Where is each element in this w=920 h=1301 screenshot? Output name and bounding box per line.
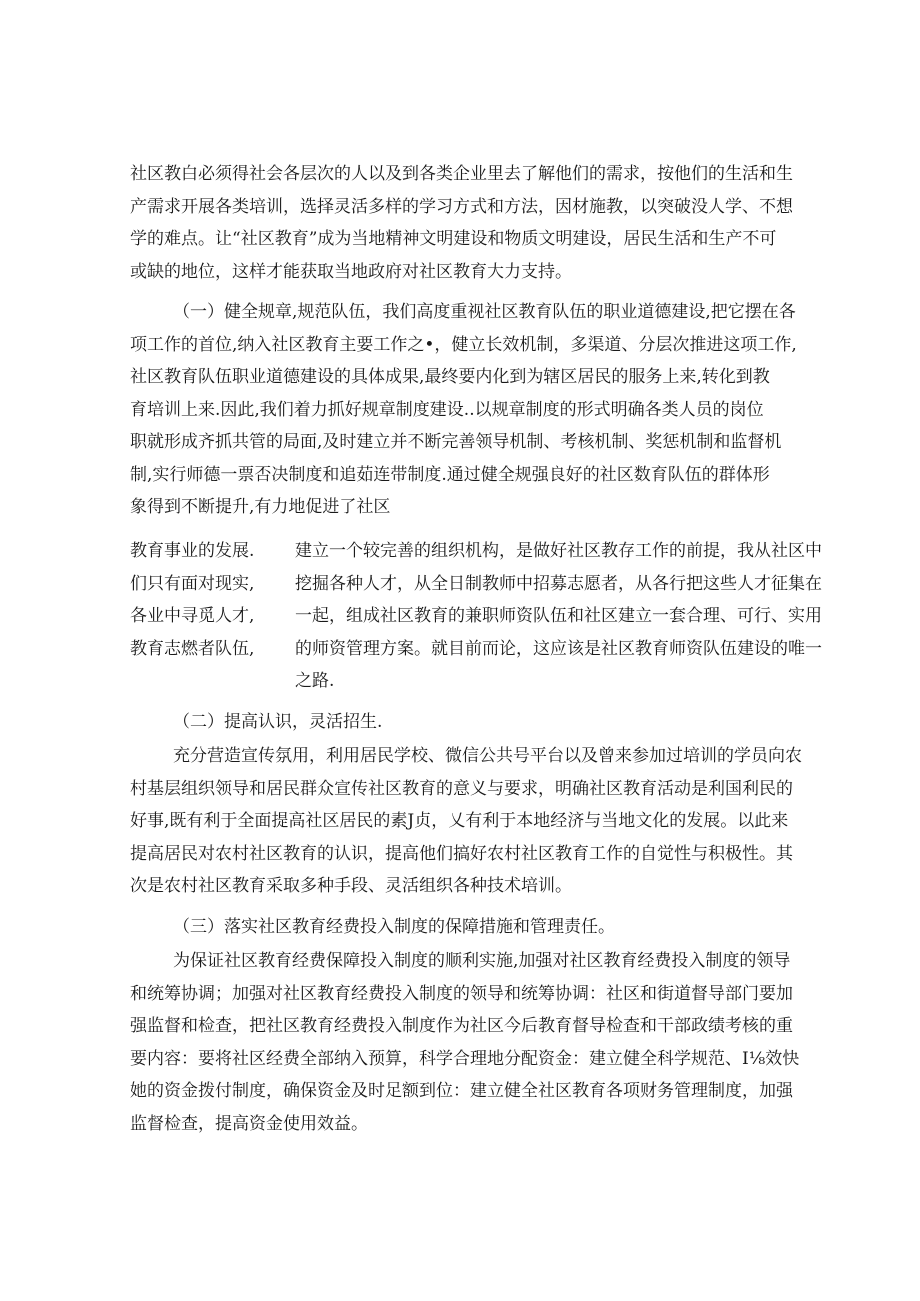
text-line: 监督检查，提高资金使用效益。 bbox=[130, 1113, 368, 1134]
text-line: 项工作的首位,纳入社区教育主要工作之•，健立长效机制，多渠道、分层次推进这项工作, bbox=[130, 334, 797, 355]
text-line: 社区教白必须得社会各层次的人以及到各类企业里去了解他们的需求，按他们的生活和生 bbox=[130, 164, 793, 184]
text-line: 社区教育队伍职业道德建设的具体成果,最终要内化到为辖区居民的服务上来,转化到教 bbox=[130, 367, 770, 387]
text-line: 们只有面对现实, bbox=[130, 573, 255, 594]
text-line: 或缺的地位，这样才能获取当地政府对社区教育大力支持。 bbox=[130, 261, 572, 282]
text-line: 之路. bbox=[295, 671, 335, 691]
section-heading-3: （三）落实社区教育经费投入制度的保障措施和管理责任。 bbox=[173, 917, 615, 937]
text-line: 象得到不断提升,有力地促进了社区 bbox=[130, 497, 391, 517]
text-line: 次是农村社区教育采取多种手段、灵活组织各种技术培训。 bbox=[130, 876, 572, 896]
text-line: 她的资金拨付制度，确保资金及时足额到位：建立健全社区教育各项财务管理制度，加强 bbox=[130, 1081, 793, 1101]
text-line: 职就形成齐抓共管的局面,及时建立并不断完善领导机制、考核机制、奖惩机制和监督机 bbox=[130, 432, 782, 452]
text-line: 建立一个较完善的组织机构，是做好社区教存工作的前提，我从社区中 bbox=[295, 541, 822, 561]
text-line: 充分营造宣传氛用，利用居民学校、微信公共号平台以及曾来参加过培训的学员向农 bbox=[173, 746, 802, 766]
text-line: 育培训上来.因此,我们着力抓好规章制度建设..以规章制度的形式明确各类人员的岗位 bbox=[130, 399, 764, 420]
text-line: 和统筹协调；加强对社区教育经费投入制度的领导和统筹协调：社区和街道督导部门要加 bbox=[130, 983, 793, 1004]
text-line: 各业中寻觅人才, bbox=[130, 606, 255, 626]
text-line: 学的难点。让“社区教育”成为当地精神文明建设和物质文明建设，居民生活和生产不可 bbox=[130, 229, 777, 249]
paragraph-4 bbox=[130, 945, 799, 1140]
text-line: 的师资管理方案。就目前而论，这应该是社区教育师资队伍建设的唯一 bbox=[295, 638, 822, 659]
text-line: 制,实行师德一票否决制度和追茹连带制度.通过健全规强良好的社区数育队伍的群体形 bbox=[130, 464, 770, 485]
text-line: 要内容：要将社区经费全部纳入预算，科学合理地分配资金：建立健全科学规范、I⅛效快 bbox=[130, 1048, 800, 1069]
text-line: 挖掘各种人才，从全日制教师中招募志愿者，从各行把这些人才征集在 bbox=[295, 573, 822, 594]
text-line: 强监督和检查，把社区教育经费投入制度作为社区今后教育督导检查和干部政绩考核的重 bbox=[130, 1016, 793, 1036]
text-line: 村基层组织领导和居民群众宣传社区教育的意义与要求，明确社区教育活动是利国利民的 bbox=[130, 778, 793, 799]
paragraph-2 bbox=[130, 296, 797, 524]
text-line: 提高居民对农村社区教育的认识，提高他们搞好农村社区教育工作的自觉性与积极性。其 bbox=[130, 843, 793, 864]
section-heading-2: （二）提高认识，灵活招生. bbox=[173, 712, 383, 732]
left-column bbox=[130, 535, 254, 665]
paragraph-3 bbox=[130, 740, 802, 903]
right-column bbox=[295, 535, 822, 698]
text-line: 产需求开展各类培训，选择灵活多样的学习方式和方法，因材施教，以突破没人学、不想 bbox=[130, 196, 793, 217]
text-line: 教育志燃者队伍, bbox=[130, 638, 255, 659]
text-line: 一起，组成社区教育的兼职师资队伍和社区建立一套合理、可行、实用 bbox=[295, 606, 822, 626]
paragraph-1 bbox=[130, 158, 793, 288]
text-line: （一）健全规章,规范队伍，我们高度重视社区教育队伍的职业道德建设,把它摆在各 bbox=[173, 302, 796, 322]
text-line: 为保证社区教育经费保障投入制度的顺利实施,加强对社区教育经费投入制度的领导 bbox=[173, 951, 791, 971]
text-line: 好事,既有利于全面提高社区居民的素J贞，乂有利于本地经济与当地文化的发展。以此来 bbox=[130, 811, 789, 831]
text-line: 教育事业的发展. bbox=[130, 541, 255, 561]
